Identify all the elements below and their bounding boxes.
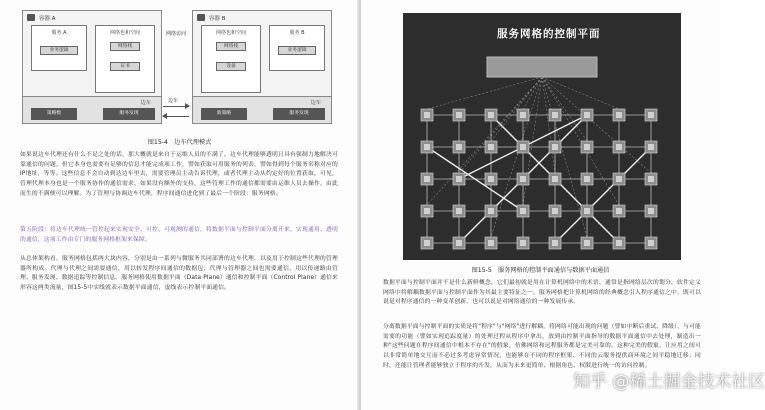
container-a (22, 10, 162, 98)
mesh-node-core (488, 208, 494, 214)
mesh-node-core (424, 144, 430, 150)
mesh-node-core (584, 144, 590, 150)
mesh-node-core (648, 240, 654, 246)
mesh-node-core (520, 176, 526, 182)
mesh-node-core (488, 112, 494, 118)
container-icon (197, 14, 205, 21)
mesh-node-core (648, 176, 654, 182)
control-plane-block (487, 57, 597, 77)
mesh-node-core (648, 144, 654, 150)
paragraph-stage-5: 第五阶段：将边车代理统一管控起来实现安全、可控、可观测的通信，将数据平面与控制平面分离开来，实现通用、透明的通信，这项工作由专门的服务网格框架来保障。 (20, 227, 338, 243)
net-stack-b: 网络栈 (216, 42, 246, 51)
mesh-node-core (552, 144, 558, 150)
mesh-node-core (552, 240, 558, 246)
control-line (491, 77, 542, 141)
mesh-node-core (456, 112, 462, 118)
figure-title: 服务网格的控制平面 (497, 28, 601, 40)
mesh-node-core (584, 176, 590, 182)
container-b (192, 10, 332, 98)
sidecar-b-discovery: 服务发现 (273, 108, 325, 120)
mesh-node-core (648, 112, 654, 118)
business-logic-a: 业务逻辑 (40, 46, 78, 55)
mesh-node-core (584, 240, 590, 246)
mesh-node-core (552, 176, 558, 182)
net-namespace-b-title: 网络也和空间 (215, 30, 246, 36)
control-line (542, 77, 651, 173)
net-namespace-a-title: 网络也和空间 (109, 30, 140, 36)
mesh-node-core (616, 176, 622, 182)
mesh-node-core (584, 112, 590, 118)
mesh-node-core (552, 208, 558, 214)
paragraph-3: 从总体架构看，服务网格包括两大块内容，分别是由一系列与微服务共同部署的边车代理，以及用于控制这些代理的管理器所构成。代理与代理之间需要通信，用以转发程序间通信的数据包；代理与管理器之间也需要通信，用以传递路由管理、服务发现、数据追踪等控制信息。服务网格使用数据平面（Data Plane）通信和控制平面（Control Plane）通信来形容这两类流量，图15-5中实线就表示数据平面通信，虚线表示控制平面通信。 (20, 256, 338, 292)
net-namespace-b (201, 25, 261, 93)
mesh-node-core (520, 144, 526, 150)
mesh-node-core (520, 240, 526, 246)
control-line (542, 77, 619, 109)
sidecar-middle-label: 边车 (168, 98, 179, 104)
right-page (361, 0, 765, 410)
sidecar-a-label: 边车 (140, 100, 151, 106)
mesh-node-core (424, 240, 430, 246)
service-a-box (31, 25, 87, 71)
container-icon (27, 14, 35, 21)
mesh-node-core (456, 240, 462, 246)
left-page (0, 0, 359, 410)
mesh-node-core (488, 176, 494, 182)
service-b-box (269, 25, 325, 71)
container-b-label: 容器 B (209, 16, 226, 22)
mesh-node-core (424, 176, 430, 182)
mesh-node-core (424, 112, 430, 118)
net-access-label: 网络访问 (166, 31, 187, 37)
data-path (555, 147, 651, 243)
mesh-node-core (456, 176, 462, 182)
sidecar-b-policy: 新策略 (201, 108, 247, 120)
sidecar-diagram (18, 8, 333, 130)
sidecar-arrow-left (163, 116, 189, 117)
mesh-node-core (616, 112, 622, 118)
sidecar-b-label: 边车 (310, 100, 321, 106)
mesh-node-core (424, 208, 430, 214)
mesh-node-core (552, 112, 558, 118)
service-b-label: 服务 B (289, 30, 305, 36)
container-a-label: 容器 A (39, 16, 56, 22)
mesh-node-core (456, 144, 462, 150)
figure-15-4-caption: 图15-4 边车代理模式 (147, 139, 212, 146)
control-line (491, 77, 542, 237)
mesh-node-core (488, 240, 494, 246)
net-stack-a: 网络栈 (110, 42, 140, 51)
paragraph-4: 数据平面与控制平面并不是什么新鲜概念，它们最初就是用在计算机网络中的术语，通常是指网络层次的划分，软件定义网络中将解耦数据平面与控制平面作为其最主要特征之一。服务网格把计算机网络的经典概念引入程序通信之中，既可以说是对程序通信的一种变革创新，也可以说是对网络通信的一种发展传承。 (383, 280, 701, 306)
service-mesh-figure (403, 13, 681, 260)
mesh-node-core (616, 208, 622, 214)
mesh-node-core (488, 144, 494, 150)
device-b: 设备 (216, 62, 246, 71)
mesh-node-core (520, 112, 526, 118)
control-line (427, 77, 542, 109)
mesh-node-core (616, 240, 622, 246)
sidecar-a (22, 96, 162, 124)
cert-a: 证书 (110, 62, 140, 71)
net-namespace-a (95, 25, 155, 93)
sidecar-b (192, 96, 332, 124)
figure-15-5-caption: 图15-5 服务网格的控制平面通信与数据平面通信 (471, 267, 610, 274)
business-logic-b: 业务逻辑 (278, 46, 316, 55)
sidecar-arrow-right (163, 106, 189, 107)
paragraph-5: 分离数据平面与控制平面的实质是将"程序"与"网络"进行解耦，将网络可能出现的问题（譬如中断后重试、降级），与可能需要的功能（譬如实现追踪度量）的处理过程从程序中拿出，放到由控制平面指导的数据平面通信中去处理，制造出一种"这些问题在程序间通信中根本不存在"的假象，仿佛网络和远程服务都是完美可靠的。这种完美的假象，让应用之间可以非常简单地交互而不必过多考虑异常情况，也能够在不同的程序框架、不同的云服务提供商环境之间平稳地迁移；同时，还能让管理者能够独立于程序的开发，从而为未来更简单、根据角色、权限进行统一的访问控制。 (383, 324, 701, 369)
watermark: 知乎 @稀土掘金技术社区 (573, 372, 765, 392)
mesh-node-core (456, 208, 462, 214)
paragraph-1: 如果说边车代理还有什么不足之处的话，那大概就是来自于运维人员的不满了。边车代理能够透明且具有强制力地解决可靠通信的问题，但它本身也需要有足够的信息才能完成项工作，譬如获取可用服务的列表，譬如得到每个服务名称对应的IP地址，等等。这些信息不会自动到达边车里去，需要管理员主动告诉代理，或者代理主动从约定好的位置获取。可见，管理代理本身也是一个服务协作的通信需求，如果没有额外的支持，这些管理工作的通信都需要由运维人员去操作，由此而生的不满便可以理解。为了管理与协调边车代理，程序间通信进化到了最后一个阶段：服务网格。 (20, 152, 338, 197)
mesh-node-core (520, 208, 526, 214)
mesh-node-core (648, 208, 654, 214)
sidecar-a-policy: 策略数 (31, 108, 77, 120)
service-a-label: 服务 A (51, 30, 67, 36)
mesh-node-core (584, 208, 590, 214)
sidecar-a-discovery: 服务发现 (103, 108, 155, 120)
mesh-graphic (403, 13, 681, 260)
mesh-node-core (616, 144, 622, 150)
